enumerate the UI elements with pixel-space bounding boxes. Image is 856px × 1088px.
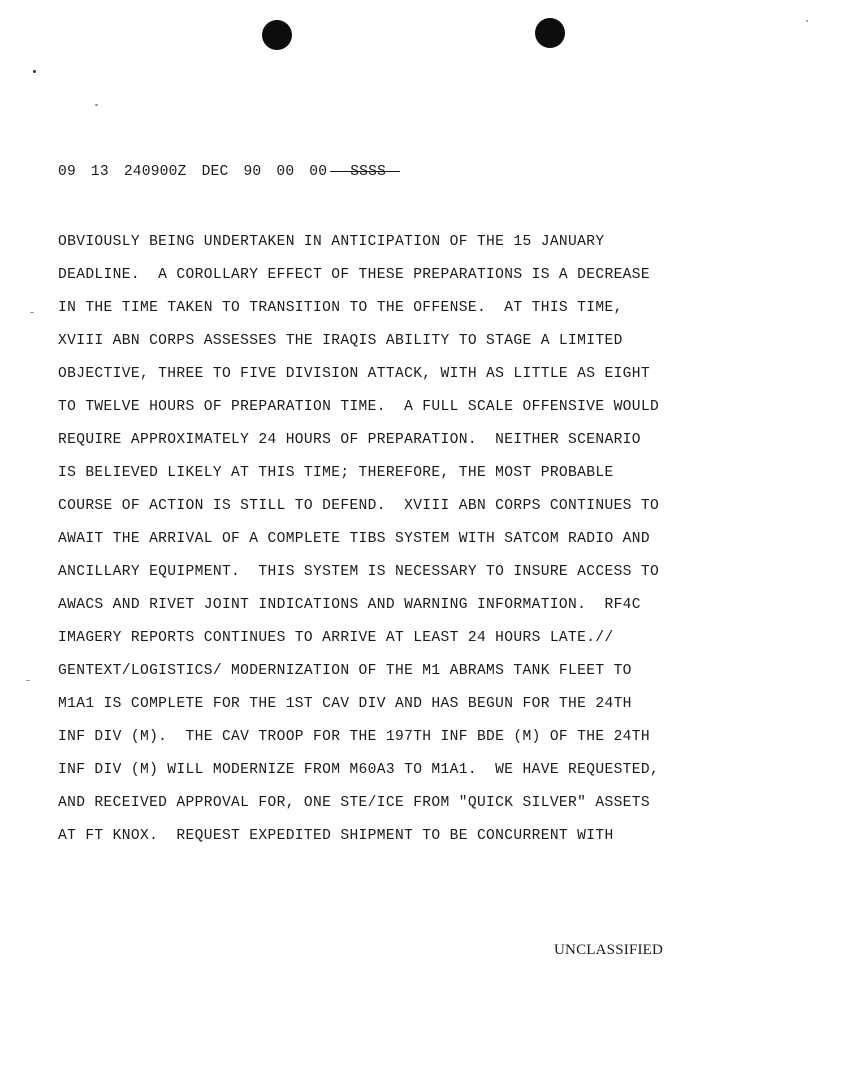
punch-hole-left — [262, 20, 292, 50]
body-line: IN THE TIME TAKEN TO TRANSITION TO THE OFFENSE. AT THIS TIME, — [58, 300, 623, 316]
body-line: IS BELIEVED LIKELY AT THIS TIME; THEREFORE, THE MOST PROBABLE — [58, 465, 614, 481]
scan-speck — [33, 70, 36, 73]
body-line: OBJECTIVE, THREE TO FIVE DIVISION ATTACK, WITH AS LITTLE AS EIGHT — [58, 366, 650, 382]
body-line: REQUIRE APPROXIMATELY 24 HOURS OF PREPARATION. NEITHER SCENARIO — [58, 432, 641, 448]
body-line: AT FT KNOX. REQUEST EXPEDITED SHIPMENT TO BE CONCURRENT WITH — [58, 828, 614, 844]
body-line: INF DIV (M) WILL MODERNIZE FROM M60A3 TO M1A1. WE HAVE REQUESTED, — [58, 762, 660, 778]
body-line: AND RECEIVED APPROVAL FOR, ONE STE/ICE FROM "QUICK SILVER" ASSETS — [58, 795, 650, 811]
body-line: DEADLINE. A COROLLARY EFFECT OF THESE PREPARATIONS IS A DECREASE — [58, 267, 650, 283]
body-line: M1A1 IS COMPLETE FOR THE 1ST CAV DIV AND HAS BEGUN FOR THE 24TH — [58, 696, 632, 712]
message-header — [58, 162, 400, 182]
body-line: GENTEXT/LOGISTICS/ MODERNIZATION OF THE M1 ABRAMS TANK FLEET TO — [58, 663, 632, 679]
body-line: COURSE OF ACTION IS STILL TO DEFEND. XVIII ABN CORPS CONTINUES TO — [58, 498, 660, 514]
body-line: XVIII ABN CORPS ASSESSES THE IRAQIS ABILITY TO STAGE A LIMITED — [58, 333, 623, 349]
header-field: 09 — [58, 164, 76, 180]
scan-speck — [95, 104, 98, 106]
struck-classification: SSSS — [350, 164, 387, 180]
body-line: INF DIV (M). THE CAV TROOP FOR THE 197TH INF BDE (M) OF THE 24TH — [58, 729, 650, 745]
header-field: DEC — [201, 164, 229, 180]
strike-line — [386, 171, 400, 172]
header-field: 00 — [276, 164, 295, 180]
body-line: ANCILLARY EQUIPMENT. THIS SYSTEM IS NECESSARY TO INSURE ACCESS TO — [58, 564, 660, 580]
classification-marking: UNCLASSIFIED — [554, 942, 664, 958]
scan-speck — [30, 312, 34, 313]
header-field: 13 — [90, 164, 109, 180]
body-line: AWAIT THE ARRIVAL OF A COMPLETE TIBS SYSTEM WITH SATCOM RADIO AND — [58, 531, 650, 547]
message-body — [58, 226, 838, 853]
header-field: 90 — [243, 164, 262, 180]
header-field: 00 — [309, 164, 328, 180]
body-line: OBVIOUSLY BEING UNDERTAKEN IN ANTICIPATION OF THE 15 JANUARY — [58, 234, 605, 250]
header-field: 240900Z — [123, 164, 187, 180]
body-line: IMAGERY REPORTS CONTINUES TO ARRIVE AT LEAST 24 HOURS LATE.// — [58, 630, 614, 646]
body-line: AWACS AND RIVET JOINT INDICATIONS AND WARNING INFORMATION. RF4C — [58, 597, 641, 613]
punch-hole-right — [535, 18, 565, 48]
body-line: TO TWELVE HOURS OF PREPARATION TIME. A FULL SCALE OFFENSIVE WOULD — [58, 399, 660, 415]
scan-speck — [806, 20, 808, 22]
scan-speck — [26, 680, 30, 681]
